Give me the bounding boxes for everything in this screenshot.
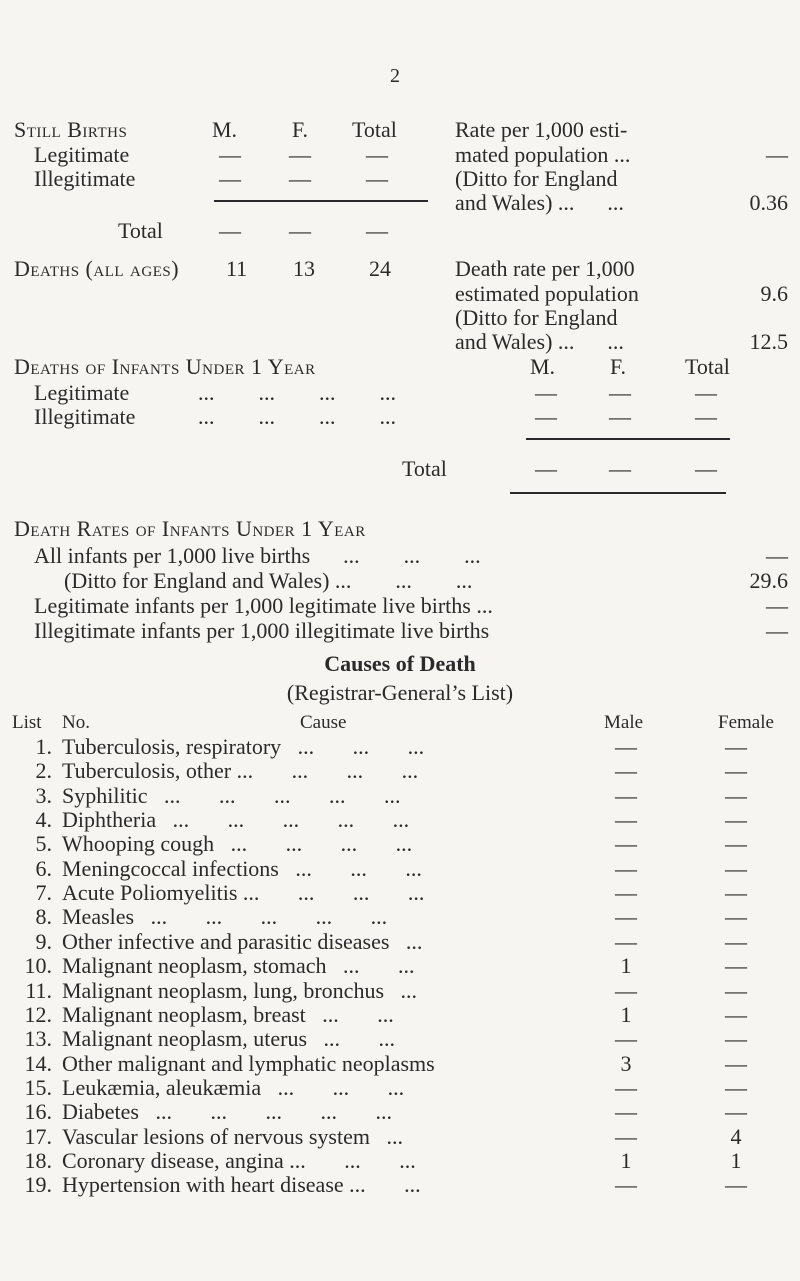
cause-row-male: —	[615, 1075, 637, 1100]
cause-row-male: —	[615, 831, 637, 856]
cause-row-female: —	[725, 1026, 747, 1051]
cause-row-name: Leukæmia, aleukæmia ... ... ...	[62, 1075, 405, 1100]
cause-row-male: —	[615, 1172, 637, 1197]
causes-header-list: List	[12, 712, 42, 733]
cause-row-female: —	[725, 904, 747, 929]
infant-deaths-title: Deaths of Infants Under 1 Year	[14, 354, 316, 379]
still-births-legit-total: —	[366, 142, 388, 167]
cause-row-number: 8.	[35, 904, 52, 929]
cause-row-name: Malignant neoplasm, stomach ... ...	[62, 953, 415, 978]
cause-row-name: Malignant neoplasm, breast ... ...	[62, 1002, 394, 1027]
infant-illegit-m: —	[535, 404, 557, 429]
deaths-total: 24	[369, 256, 391, 281]
still-births-legit-label: Legitimate	[34, 142, 130, 167]
still-births-title: Still Births	[14, 117, 128, 142]
deaths-f: 13	[293, 256, 315, 281]
cause-row-number: 15.	[24, 1075, 52, 1100]
infant-legit-m: —	[535, 380, 557, 405]
cause-row-female: —	[725, 1002, 747, 1027]
infant-total-m: —	[535, 456, 557, 481]
page-number: 2	[390, 65, 400, 87]
infant-rates-title: Death Rates of Infants Under 1 Year	[14, 516, 366, 541]
cause-row-female: —	[725, 978, 747, 1003]
cause-row-female: 4	[730, 1124, 742, 1149]
infant-deaths-rule-bottom	[510, 492, 726, 494]
cause-row-number: 1.	[35, 734, 52, 759]
infant-deaths-header-m: M.	[530, 354, 556, 379]
infant-rates-row-2-value: 29.6	[749, 568, 788, 593]
still-births-legit-f: —	[289, 142, 311, 167]
cause-row-male: —	[615, 734, 637, 759]
cause-row-female: —	[725, 1051, 747, 1076]
deaths-rate-line-2: estimated population	[455, 281, 639, 306]
infant-illegit-dots: ... ... ... ...	[198, 404, 396, 429]
cause-row-female: —	[725, 1075, 747, 1100]
cause-row-name: Syphilitic ... ... ... ... ...	[62, 783, 401, 808]
infant-rates-row-1-label: All infants per 1,000 live births ... ... ...	[34, 543, 481, 568]
cause-row-name: Meningcoccal infections ... ... ...	[62, 856, 422, 881]
cause-row-female: —	[725, 1172, 747, 1197]
still-births-illegit-f: —	[289, 166, 311, 191]
cause-row-name: Diphtheria ... ... ... ... ...	[62, 807, 410, 832]
infant-rates-row-3-value: —	[766, 593, 788, 618]
cause-row-male: —	[615, 1099, 637, 1124]
infant-rates-row-3-label: Legitimate infants per 1,000 legitimate live births ...	[34, 593, 493, 618]
cause-row-female: —	[725, 783, 747, 808]
cause-row-female: —	[725, 856, 747, 881]
infant-deaths-rule-top	[526, 438, 730, 440]
cause-row-male: —	[615, 929, 637, 954]
still-births-illegit-total: —	[366, 166, 388, 191]
cause-row-number: 9.	[35, 929, 52, 954]
causes-title: Causes of Death	[324, 651, 476, 676]
causes-header-no: No.	[62, 712, 90, 733]
deaths-m: 11	[226, 256, 248, 281]
cause-row-name: Other infective and parasitic diseases ...	[62, 929, 423, 954]
cause-row-female: —	[725, 758, 747, 783]
cause-row-name: Malignant neoplasm, lung, bronchus ...	[62, 978, 418, 1003]
cause-row-number: 16.	[24, 1099, 52, 1124]
infant-total-f: —	[609, 456, 631, 481]
cause-row-number: 10.	[24, 953, 52, 978]
infant-total-label: Total	[402, 456, 447, 481]
infant-deaths-header-f: F.	[610, 354, 626, 379]
cause-row-male: 1	[620, 953, 632, 978]
still-births-england-rate: 0.36	[749, 190, 788, 215]
cause-row-male: —	[615, 1026, 637, 1051]
infant-legit-dots: ... ... ... ...	[198, 380, 396, 405]
infant-illegit-label: Illegitimate	[34, 404, 136, 429]
cause-row-number: 2.	[35, 758, 52, 783]
still-births-total-m: —	[219, 218, 241, 243]
still-births-legit-m: —	[219, 142, 241, 167]
cause-row-name: Acute Poliomyelitis ... ... ... ...	[62, 880, 425, 905]
cause-row-female: —	[725, 929, 747, 954]
causes-header-cause: Cause	[300, 712, 347, 733]
infant-legit-label: Legitimate	[34, 380, 130, 405]
cause-row-name: Tuberculosis, respiratory ... ... ...	[62, 734, 425, 759]
cause-row-male: —	[615, 807, 637, 832]
infant-legit-total: —	[695, 380, 717, 405]
cause-row-female: —	[725, 831, 747, 856]
infant-legit-f: —	[609, 380, 631, 405]
cause-row-female: —	[725, 953, 747, 978]
still-births-rate-line-1: Rate per 1,000 esti-	[455, 117, 628, 142]
cause-row-female: —	[725, 807, 747, 832]
cause-row-male: —	[615, 758, 637, 783]
still-births-total-f: —	[289, 218, 311, 243]
still-births-header-f: F.	[292, 117, 308, 142]
deaths-rate-line-4: and Wales) ... ...	[455, 329, 624, 354]
causes-header-female: Female	[718, 712, 774, 733]
cause-row-number: 7.	[35, 880, 52, 905]
cause-row-name: Tuberculosis, other ... ... ... ...	[62, 758, 419, 783]
cause-row-male: 1	[620, 1002, 632, 1027]
cause-row-name: Whooping cough ... ... ... ...	[62, 831, 413, 856]
deaths-england-rate: 12.5	[749, 329, 788, 354]
infant-rates-row-4-label: Illegitimate infants per 1,000 illegitimate live births	[34, 618, 490, 643]
causes-header-male: Male	[604, 712, 644, 733]
cause-row-male: —	[615, 904, 637, 929]
cause-row-number: 19.	[24, 1172, 52, 1197]
still-births-rule	[214, 200, 428, 202]
cause-row-number: 5.	[35, 831, 52, 856]
cause-row-male: —	[615, 880, 637, 905]
deaths-rate-line-1: Death rate per 1,000	[455, 256, 635, 281]
still-births-illegit-label: Illegitimate	[34, 166, 136, 191]
cause-row-male: —	[615, 1124, 637, 1149]
infant-total-total: —	[695, 456, 717, 481]
still-births-rate-line-4: and Wales) ... ...	[455, 190, 624, 215]
cause-row-number: 18.	[24, 1148, 52, 1173]
cause-row-number: 17.	[24, 1124, 52, 1149]
causes-subtitle: (Registrar-General’s List)	[286, 680, 514, 705]
cause-row-male: —	[615, 978, 637, 1003]
cause-row-male: 1	[620, 1148, 632, 1173]
cause-row-name: Measles ... ... ... ... ...	[62, 904, 388, 929]
still-births-total-label: Total	[118, 218, 163, 243]
cause-row-female: —	[725, 1099, 747, 1124]
infant-rates-row-2-label: (Ditto for England and Wales) ... ... ...	[64, 568, 473, 593]
deaths-label: Deaths (all ages)	[14, 256, 180, 281]
still-births-rate-line-2: mated population ...	[455, 142, 631, 167]
cause-row-name: Coronary disease, angina ... ... ...	[62, 1148, 416, 1173]
cause-row-name: Malignant neoplasm, uterus ... ...	[62, 1026, 396, 1051]
deaths-rate-value: 9.6	[760, 281, 788, 306]
cause-row-female: —	[725, 734, 747, 759]
infant-rates-row-4-value: —	[766, 618, 788, 643]
cause-row-name: Diabetes ... ... ... ... ...	[62, 1099, 392, 1124]
cause-row-number: 11.	[25, 978, 52, 1003]
infant-rates-row-1-value: —	[766, 543, 788, 568]
cause-row-name: Vascular lesions of nervous system ...	[62, 1124, 403, 1149]
cause-row-number: 12.	[24, 1002, 52, 1027]
cause-row-number: 13.	[24, 1026, 52, 1051]
still-births-total-total: —	[366, 218, 388, 243]
cause-row-number: 6.	[35, 856, 52, 881]
infant-illegit-total: —	[695, 404, 717, 429]
cause-row-number: 4.	[35, 807, 52, 832]
cause-row-number: 3.	[35, 783, 52, 808]
still-births-header-total: Total	[352, 117, 397, 142]
cause-row-name: Hypertension with heart disease ... ...	[62, 1172, 421, 1197]
still-births-header-m: M.	[212, 117, 238, 142]
cause-row-female: 1	[730, 1148, 742, 1173]
cause-row-name: Other malignant and lymphatic neoplasms	[62, 1051, 435, 1076]
still-births-rate-value: —	[766, 142, 788, 167]
still-births-illegit-m: —	[219, 166, 241, 191]
infant-deaths-header-total: Total	[685, 354, 730, 379]
cause-row-male: —	[615, 856, 637, 881]
still-births-rate-line-3: (Ditto for England	[455, 166, 618, 191]
infant-illegit-f: —	[609, 404, 631, 429]
cause-row-male: —	[615, 783, 637, 808]
cause-row-female: —	[725, 880, 747, 905]
cause-row-number: 14.	[24, 1051, 52, 1076]
deaths-rate-line-3: (Ditto for England	[455, 305, 618, 330]
cause-row-male: 3	[620, 1051, 632, 1076]
